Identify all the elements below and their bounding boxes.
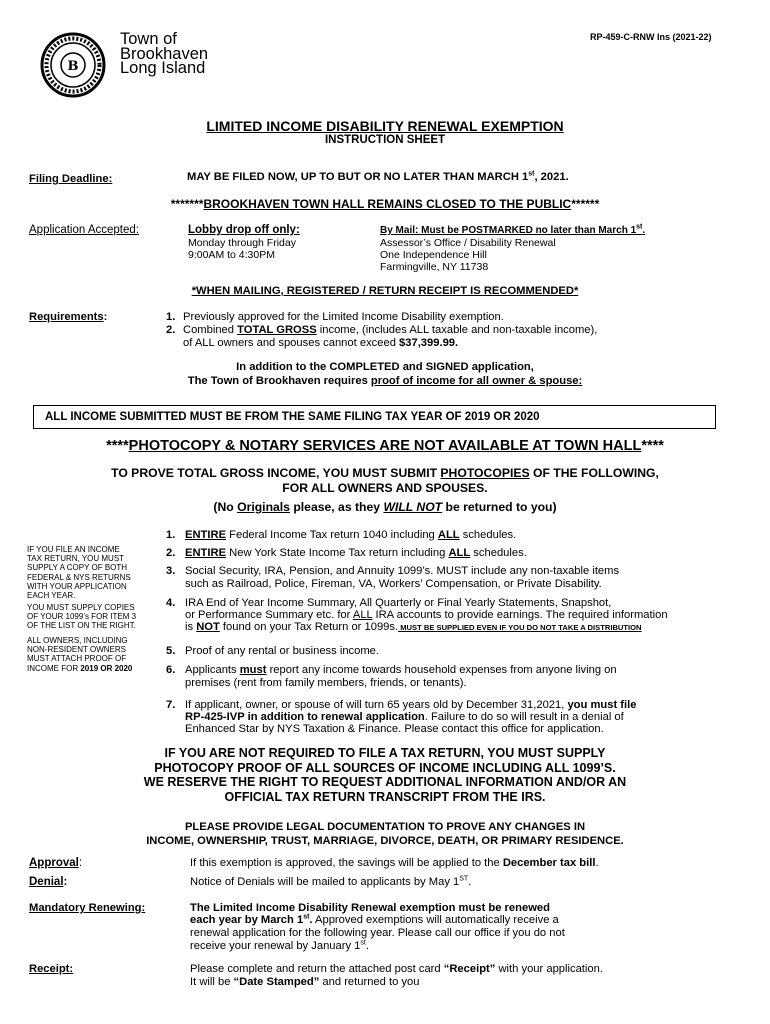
list-item-7-line3: Enhanced Star by NYS Taxation & Finance. Please contact this office for application. — [185, 723, 604, 735]
no-tax-return-line3: WE RESERVE THE RIGHT TO REQUEST ADDITIONAL INFORMATION AND/OR AN — [143, 775, 627, 789]
requirements-label: Requirements: — [29, 311, 108, 323]
lobby-drop-off-title: Lobby drop off only: — [188, 224, 300, 236]
list-item-5: Proof of any rental or business income. — [185, 645, 380, 657]
list-item-7-number: 7. — [166, 699, 176, 711]
denial-label: Denial: — [29, 876, 68, 888]
application-accepted-label: Application Accepted: — [29, 224, 139, 236]
requirement-2-number: 2. — [166, 324, 176, 336]
no-tax-return-line2: PHOTOCOPY PROOF OF ALL SOURCES OF INCOME INCLUDING ALL 1099’S. — [154, 761, 616, 775]
list-item-5-number: 5. — [166, 645, 176, 657]
mandatory-renewing-label: Mandatory Renewing: — [29, 902, 146, 914]
logo-brookhaven: Brookhaven — [120, 45, 209, 63]
addition-line2: The Town of Brookhaven requires proof of income for all owner & spouse: — [187, 375, 583, 387]
form-code: RP-459-C-RNW Ins (2021-22) — [590, 32, 712, 42]
list-item-3-number: 3. — [166, 565, 176, 577]
addition-line1: In addition to the COMPLETED and SIGNED application, — [236, 361, 534, 373]
svg-text:B: B — [67, 59, 79, 74]
list-item-6-line2: premises (rent from family members, friends, or tenants). — [185, 677, 467, 689]
side-note-tax-return: IF YOU FILE AN INCOME TAX RETURN, YOU MUST SUPPLY A COPY OF BOTH FEDERAL & NYS RETURNS WITH YOUR APPLICATION EACH YEAR. — [27, 545, 131, 600]
same-tax-year-notice: ALL INCOME SUBMITTED MUST BE FROM THE SAME FILING TAX YEAR OF 2019 OR 2020 — [45, 411, 540, 423]
legal-documentation-line1: PLEASE PROVIDE LEGAL DOCUMENTATION TO PROVE ANY CHANGES IN — [184, 821, 586, 833]
requirement-1-number: 1. — [166, 311, 176, 323]
logo-town-of: Town of — [120, 30, 177, 48]
renewing-line4: receive your renewal by January 1st. — [190, 939, 369, 952]
page-title: LIMITED INCOME DISABILITY RENEWAL EXEMPTION — [206, 118, 564, 134]
side-note-all-owners: ALL OWNERS, INCLUDING NON-RESIDENT OWNERS MUST ATTACH PROOF OF INCOME FOR 2019 OR 2020 — [27, 636, 133, 673]
list-item-4-number: 4. — [166, 597, 176, 609]
receipt-line2: It will be “Date Stamped” and returned to you — [190, 976, 420, 988]
list-item-2-number: 2. — [166, 547, 176, 559]
side-note-1099s: YOU MUST SUPPLY COPIES OF YOUR 1099’s FOR ITEM 3 OF THE LIST ON THE RIGHT. — [27, 603, 137, 631]
list-item-1: ENTIRE Federal Income Tax return 1040 including ALL schedules. — [185, 529, 517, 541]
list-item-6-line1: Applicants must report any income towards household expenses from anyone living on — [185, 664, 617, 676]
photocopy-notary-notice: ****PHOTOCOPY & NOTARY SERVICES ARE NOT AVAILABLE AT TOWN HALL**** — [106, 438, 664, 454]
town-hall-closed-notice: *******BROOKHAVEN TOWN HALL REMAINS CLOSED TO THE PUBLIC****** — [170, 197, 600, 211]
lobby-hours: 9:00AM to 4:30PM — [188, 249, 275, 261]
renewing-line3: renewal application for the following year. Please call our office if you do not — [190, 927, 565, 939]
by-mail-title: By Mail: Must be POSTMARKED no later than March 1st. — [380, 223, 646, 236]
renewing-line1: The Limited Income Disability Renewal exemption must be renewed — [190, 902, 550, 914]
renewing-line2: each year by March 1st. Approved exemptions will automatically receive a — [190, 913, 559, 926]
approval-label: Approval: — [29, 857, 83, 869]
prove-income-line2: FOR ALL OWNERS AND SPOUSES. — [282, 481, 488, 495]
receipt-line1: Please complete and return the attached post card “Receipt” with your application. — [190, 963, 603, 975]
page-subtitle: INSTRUCTION SHEET — [324, 134, 446, 146]
mail-address-line3: Farmingville, NY 11738 — [380, 261, 489, 273]
mailing-recommendation: *WHEN MAILING, REGISTERED / RETURN RECEIPT IS RECOMMENDED* — [191, 285, 579, 297]
approval-text: If this exemption is approved, the savings will be applied to the December tax bill. — [190, 857, 599, 869]
mail-address-line1: Assessor’s Office / Disability Renewal — [380, 237, 556, 249]
list-item-7-line1: If applicant, owner, or spouse of will turn 65 years old by December 31,2021, you must file — [185, 699, 637, 711]
list-item-2: ENTIRE New York State Income Tax return including ALL schedules. — [185, 547, 527, 559]
logo-long-island: Long Island — [120, 59, 206, 77]
no-tax-return-line1: IF YOU ARE NOT REQUIRED TO FILE A TAX RETURN, YOU MUST SUPPLY — [164, 746, 606, 760]
list-item-3-line2: such as Railroad, Police, Fireman, VA, Workers’ Compensation, or Private Disability. — [185, 578, 602, 590]
legal-documentation-line2: INCOME, OWNERSHIP, TRUST, MARRIAGE, DIVORCE, DEATH, OR PRIMARY RESIDENCE. — [146, 835, 624, 847]
no-originals-note: (No Originals please, as they WILL NOT be returned to you) — [213, 500, 557, 514]
requirement-2-line2: of ALL owners and spouses cannot exceed $37,399.99. — [183, 337, 459, 349]
no-tax-return-line4: OFFICIAL TAX RETURN TRANSCRIPT FROM THE IRS. — [224, 790, 546, 804]
filing-deadline-label: Filing Deadline: — [29, 173, 113, 185]
list-item-4-line2: or Performance Summary etc. for ALL IRA accounts to provide earnings. The required information — [185, 609, 668, 621]
receipt-label: Receipt: — [29, 963, 74, 975]
denial-text: Notice of Denials will be mailed to applicants by May 1ST. — [190, 875, 472, 888]
requirement-2: Combined TOTAL GROSS income, (includes ALL taxable and non-taxable income), — [183, 324, 598, 336]
list-item-3-line1: Social Security, IRA, Pension, and Annuity 1099’s. MUST include any non-taxable items — [185, 565, 620, 577]
list-item-7-line2: RP-425-IVP in addition to renewal application. Failure to do so will result in a denial of — [185, 711, 624, 723]
requirement-1: Previously approved for the Limited Income Disability exemption. — [183, 311, 504, 323]
lobby-days: Monday through Friday — [188, 237, 296, 249]
list-item-6-number: 6. — [166, 664, 176, 676]
list-item-1-number: 1. — [166, 529, 176, 541]
filing-deadline-text: MAY BE FILED NOW, UP TO BUT OR NO LATER THAN MARCH 1st, 2021. — [187, 170, 569, 183]
list-item-4-line1: IRA End of Year Income Summary, All Quarterly or Final Yearly Statements, Snapshot, — [185, 597, 612, 609]
mail-address-line2: One Independence Hill — [380, 249, 487, 261]
town-seal-logo — [40, 32, 106, 98]
list-item-4-line3: is NOT found on your Tax Return or 1099s. MUST BE SUPPLIED EVEN IF YOU DO NOT TAKE A DISTRIBUTION — [185, 621, 642, 633]
prove-income-line1: TO PROVE TOTAL GROSS INCOME, YOU MUST SUBMIT PHOTOCOPIES OF THE FOLLOWING, — [111, 466, 659, 480]
